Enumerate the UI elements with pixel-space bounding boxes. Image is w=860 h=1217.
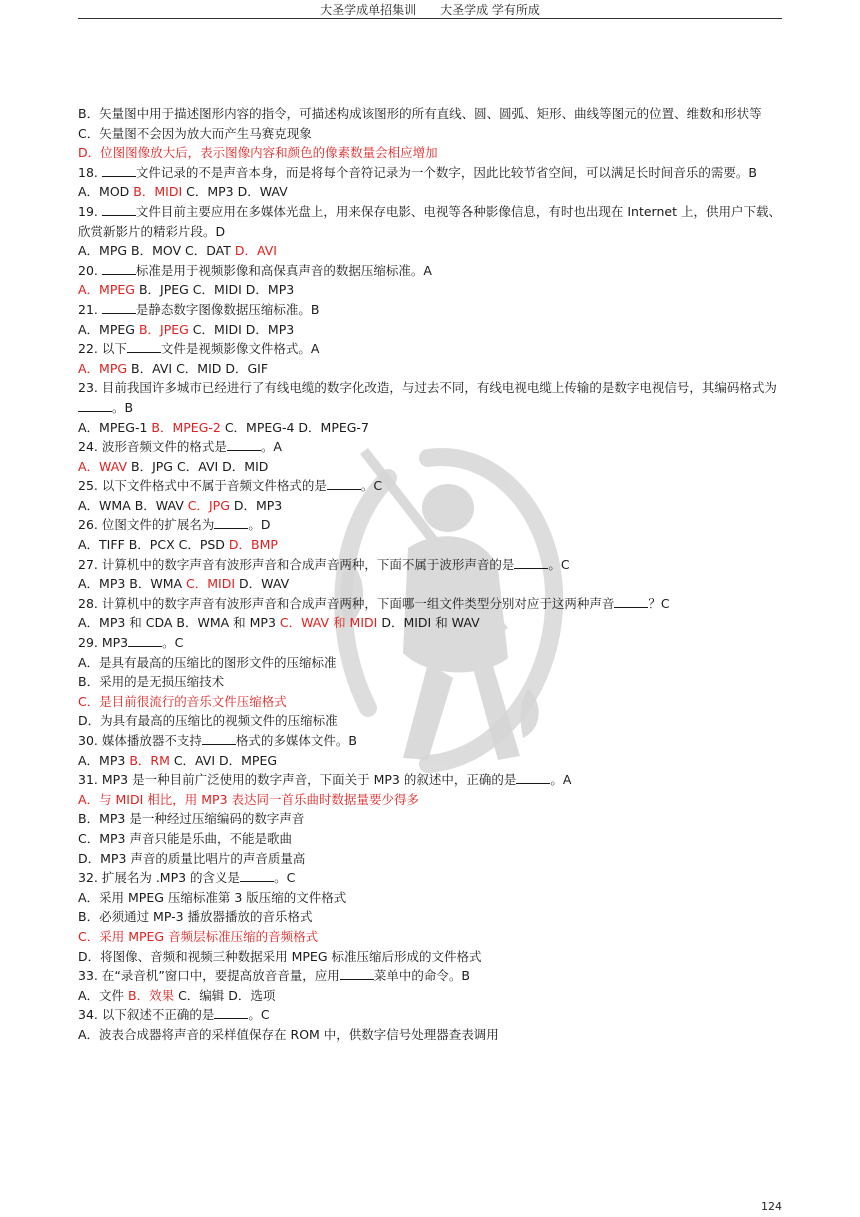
text-line bbox=[78, 535, 784, 555]
text-span: 26. 位图文件的扩展名为 bbox=[78, 517, 215, 533]
text-span: 28. 计算机中的数字声音有波形声音和合成声音两种，下面哪一组文件类型分别对应于这两种声音 bbox=[78, 595, 615, 611]
text-line bbox=[78, 770, 784, 790]
text-line bbox=[78, 261, 784, 281]
text-line bbox=[78, 496, 784, 516]
text-line bbox=[78, 280, 784, 300]
text-span: B．MP3 是一种经过压缩编码的数字声音 bbox=[78, 811, 305, 827]
text-line bbox=[78, 947, 784, 967]
text-span: B．采用的是无损压缩技术 bbox=[78, 674, 225, 690]
text-span: A．文件 bbox=[78, 987, 129, 1003]
text-span: 。B bbox=[112, 399, 134, 415]
text-span: D．WAV bbox=[235, 576, 290, 592]
answer-blank bbox=[327, 476, 361, 490]
text-span: B．JPG C．AVI D．MID bbox=[127, 458, 269, 474]
text-span: A．MPEG bbox=[78, 321, 139, 337]
text-span: D．MP3 bbox=[229, 497, 283, 513]
question-list bbox=[78, 104, 784, 1045]
answer-blank bbox=[214, 1005, 248, 1019]
text-line bbox=[78, 378, 784, 417]
text-span: 29. MP3 bbox=[78, 635, 129, 651]
text-span: A．MP3 和 CDA B．WMA 和 MP3 bbox=[78, 615, 280, 631]
text-span: C．矢量图不会因为放大而产生马赛克现象 bbox=[78, 125, 312, 141]
answer-text: B．MIDI bbox=[133, 184, 183, 200]
text-span: 标准是用于视频影像和高保真声音的数据压缩标准。A bbox=[135, 262, 432, 278]
text-span: 。C bbox=[248, 1007, 270, 1023]
text-span: C．AVI D．MPEG bbox=[169, 752, 278, 768]
text-span: 21. bbox=[78, 301, 102, 317]
answer-blank bbox=[202, 731, 236, 745]
answer-text: C．是目前很流行的音乐文件压缩格式 bbox=[78, 693, 287, 709]
text-span: A．MP3 B．WMA bbox=[78, 576, 187, 592]
answer-text: B．RM bbox=[129, 752, 170, 768]
answer-text: D．位图图像放大后，表示图像内容和颜色的像素数量会相应增加 bbox=[78, 145, 438, 161]
text-span: A．MP3 bbox=[78, 752, 130, 768]
answer-text: D．BMP bbox=[228, 537, 278, 553]
text-span: 31. MP3 是一种目前广泛使用的数字声音，下面关于 MP3 的叙述中，正确的是 bbox=[78, 772, 517, 788]
answer-blank bbox=[214, 515, 248, 529]
answer-text: D．AVI bbox=[234, 243, 277, 259]
answer-blank bbox=[516, 770, 550, 784]
answer-blank bbox=[240, 868, 274, 882]
text-span: A．MPEG-1 bbox=[78, 419, 152, 435]
text-line bbox=[78, 613, 784, 633]
answer-text: C．WAV 和 MIDI bbox=[279, 615, 378, 631]
text-span: A．MPG B．MOV C．DAT bbox=[78, 243, 235, 259]
text-span: B．矢量图中用于描述图形内容的指令，可描述构成该图形的所有直线、圆、圆弧、矩形、曲线等图元的位置、维数和形状等 bbox=[78, 106, 762, 121]
text-span: 菜单中的命令。B bbox=[373, 968, 470, 984]
header-rule bbox=[78, 18, 782, 19]
text-line bbox=[78, 849, 784, 869]
text-span: B．必须通过 MP-3 播放器播放的音乐格式 bbox=[78, 909, 313, 925]
text-line bbox=[78, 633, 784, 653]
text-line bbox=[78, 574, 784, 594]
text-span: ？C bbox=[648, 595, 670, 611]
answer-text: B．MPEG-2 bbox=[151, 419, 221, 435]
text-line bbox=[78, 829, 784, 849]
text-span: A．波表合成器将声音的采样值保存在 ROM 中，供数字信号处理器查表调用 bbox=[78, 1026, 499, 1042]
text-line bbox=[78, 653, 784, 673]
answer-text: B．JPEG bbox=[138, 321, 189, 337]
text-span: 。C bbox=[274, 870, 296, 886]
text-span: D．为具有最高的压缩比的视频文件的压缩标准 bbox=[78, 713, 338, 729]
answer-text: C．采用 MPEG 音频层标准压缩的音频格式 bbox=[78, 928, 319, 944]
text-line bbox=[78, 104, 784, 124]
text-span: A．采用 MPEG 压缩标准第 3 版压缩的文件格式 bbox=[78, 889, 347, 905]
answer-blank bbox=[78, 398, 112, 412]
text-line bbox=[78, 555, 784, 575]
text-span: C．MP3 D．WAV bbox=[182, 184, 288, 200]
text-span: 。A bbox=[550, 772, 572, 788]
text-span: 是静态数字图像数据压缩标准。B bbox=[135, 301, 320, 317]
text-line bbox=[78, 339, 784, 359]
answer-text: A．MPEG bbox=[78, 282, 135, 298]
text-line bbox=[78, 124, 784, 144]
text-line bbox=[78, 751, 784, 771]
answer-blank bbox=[340, 966, 374, 980]
text-span: 格式的多媒体文件。B bbox=[235, 733, 357, 748]
answer-blank bbox=[514, 555, 548, 569]
text-span: B．AVI C．MID D．GIF bbox=[127, 360, 269, 376]
text-span: 文件是视频影像文件格式。A bbox=[160, 341, 320, 357]
text-line bbox=[78, 163, 784, 183]
text-span: A．TIFF B．PCX C．PSD bbox=[78, 537, 229, 553]
answer-blank bbox=[102, 202, 136, 216]
text-line bbox=[78, 790, 784, 810]
text-line bbox=[78, 359, 784, 379]
text-span: C．编辑 D．选项 bbox=[174, 987, 276, 1003]
answer-blank bbox=[614, 594, 648, 608]
text-span: 23. 目前我国许多城市已经进行了有线电缆的数字化改造，与过去不同，有线电视电缆上传输的是数字电视信号，其编码格式为 bbox=[78, 380, 777, 396]
text-span: C．MP3 声音只能是乐曲，不能是歌曲 bbox=[78, 830, 292, 846]
text-line bbox=[78, 300, 784, 320]
text-span: 30. 媒体播放器不支持 bbox=[78, 733, 202, 748]
text-span: 。C bbox=[548, 556, 570, 572]
header-text: 大圣学成单招集训 大圣学成 学有所成 bbox=[320, 3, 540, 17]
text-line bbox=[78, 1005, 784, 1025]
text-span: 18. bbox=[78, 164, 102, 180]
text-line bbox=[78, 202, 784, 241]
text-span: A．是具有最高的压缩比的图形文件的压缩标准 bbox=[78, 654, 337, 670]
text-line bbox=[78, 1025, 784, 1045]
answer-blank bbox=[102, 300, 136, 314]
text-line bbox=[78, 320, 784, 340]
text-span: A．WMA B．WAV bbox=[78, 497, 188, 513]
text-line bbox=[78, 986, 784, 1006]
text-line bbox=[78, 907, 784, 927]
text-line bbox=[78, 594, 784, 614]
answer-blank bbox=[102, 261, 136, 275]
text-line bbox=[78, 868, 784, 888]
text-span: 。A bbox=[260, 439, 282, 455]
answer-text: A．与 MIDI 相比，用 MP3 表达同一首乐曲时数据量要少得多 bbox=[78, 791, 420, 807]
text-line bbox=[78, 809, 784, 829]
text-span: C．MIDI D．MP3 bbox=[188, 321, 295, 337]
answer-text: A．WAV bbox=[78, 458, 128, 474]
text-span: 32. 扩展名为 .MP3 的含义是 bbox=[78, 870, 241, 886]
text-span: 文件目前主要应用在多媒体光盘上，用来保存电影、电视等各种影像信息，有时也出现在 Internet 上，供用户下载、欣赏新影片的精彩片段。D bbox=[78, 203, 781, 239]
text-span: C．MPEG-4 D．MPEG-7 bbox=[220, 419, 369, 435]
answer-text: B．效果 bbox=[128, 987, 175, 1003]
text-span: 。C bbox=[162, 635, 184, 651]
text-span: 34. 以下叙述不正确的是 bbox=[78, 1007, 215, 1023]
text-span: 25. 以下文件格式中不属于音频文件格式的是 bbox=[78, 478, 327, 494]
text-line bbox=[78, 692, 784, 712]
answer-blank bbox=[227, 437, 261, 451]
text-span: D．MIDI 和 WAV bbox=[377, 615, 480, 631]
text-span: 。D bbox=[248, 517, 271, 533]
text-line bbox=[78, 457, 784, 477]
page-header bbox=[0, 0, 860, 20]
answer-blank bbox=[128, 633, 162, 647]
text-span: 19. bbox=[78, 203, 102, 219]
text-line bbox=[78, 966, 784, 986]
text-span: D．将图像、音频和视频三种数据采用 MPEG 标准压缩后形成的文件格式 bbox=[78, 948, 482, 964]
answer-text: C．JPG bbox=[187, 497, 230, 513]
text-line bbox=[78, 437, 784, 457]
text-line bbox=[78, 731, 784, 751]
text-line bbox=[78, 143, 784, 163]
text-line bbox=[78, 476, 784, 496]
text-span: 27. 计算机中的数字声音有波形声音和合成声音两种，下面不属于波形声音的是 bbox=[78, 556, 515, 572]
text-line bbox=[78, 927, 784, 947]
text-span: 文件记录的不是声音本身，而是将每个音符记录为一个数字，因此比较节省空间，可以满足长时间音乐的需要。B bbox=[135, 164, 757, 180]
text-span: B．JPEG C．MIDI D．MP3 bbox=[134, 282, 295, 298]
answer-blank bbox=[102, 163, 136, 177]
text-line bbox=[78, 182, 784, 202]
text-line bbox=[78, 711, 784, 731]
text-span: A．MOD bbox=[78, 184, 134, 200]
text-line bbox=[78, 241, 784, 261]
text-span: 33. 在“录音机”窗口中，要提高放音音量，应用 bbox=[78, 968, 340, 984]
page-number: 124 bbox=[761, 1200, 782, 1213]
text-line bbox=[78, 672, 784, 692]
answer-blank bbox=[127, 339, 161, 353]
text-line bbox=[78, 888, 784, 908]
answer-text: A．MPG bbox=[78, 360, 128, 376]
text-line bbox=[78, 418, 784, 438]
text-span: 。C bbox=[360, 478, 383, 494]
text-span: 24. 波形音频文件的格式是 bbox=[78, 439, 227, 455]
text-span: 22. 以下 bbox=[78, 341, 127, 357]
text-span: D．MP3 声音的质量比唱片的声音质量高 bbox=[78, 850, 306, 866]
text-span: 20. bbox=[78, 262, 102, 278]
text-line bbox=[78, 515, 784, 535]
answer-text: C．MIDI bbox=[186, 576, 236, 592]
